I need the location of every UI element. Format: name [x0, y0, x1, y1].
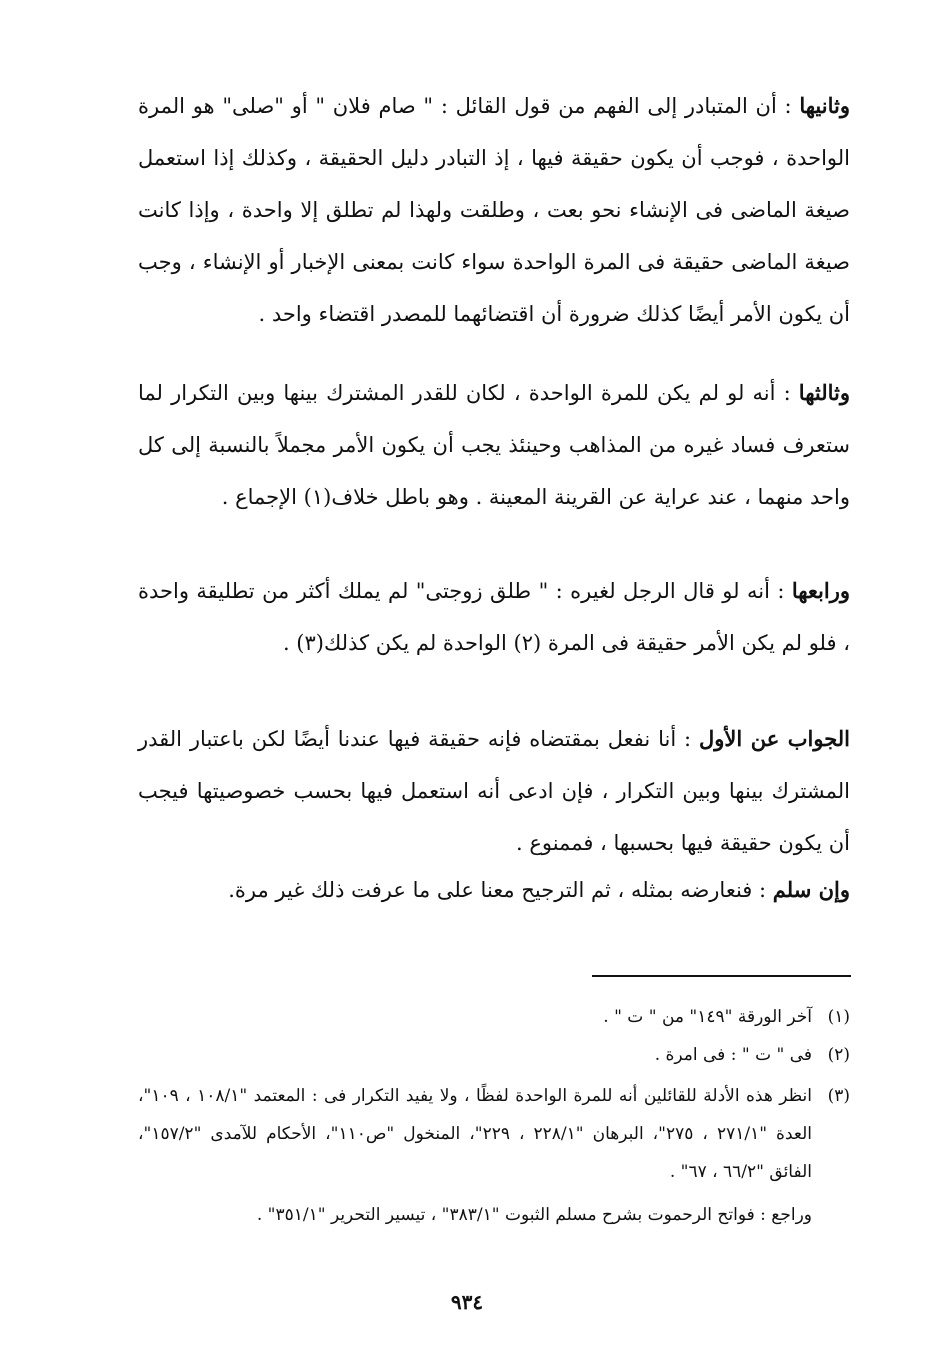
footnote-text: آخر الورقة "١٤٩" من " ت " .: [603, 1007, 812, 1027]
paragraph-lead: الجواب عن الأول: [699, 726, 850, 751]
footnote-text: فى " ت " : فى امرة .: [654, 1045, 812, 1065]
paragraph-lead: وإن سلم: [772, 877, 850, 902]
paragraph-body: : أن المتبادر إلى الفهم من قول القائل : " صام فلان " أو "صلى" هو المرة الواحدة ، فوجب أن يكون حقيقة فيها ، إذ التبادر دليل الحقيقة ، وكذلك إذا استعمل صيغة الماضى فى الإنشاء نحو بعت ، وطلقت ولهذا لم تطلق إلا واحدة ، وإذا كانت صيغة الماضى حقيقة فى المرة الواحدة سواء كانت بمعنى الإخبار أو الإنشاء ، وجب أن يكون الأمر أيضًا كذلك ضرورة أن اقتضائهما للمصدر اقتضاء واحد .: [138, 94, 850, 326]
paragraph-body: : أنه لو قال الرجل لغيره : " طلق زوجتى" لم يملك أكثر من تطليقة واحدة ، فلو لم يكن الأمر حقيقة فى المرة (٢) الواحدة لم يكن كذلك(٣) .: [138, 579, 850, 655]
paragraph-body: : أنه لو لم يكن للمرة الواحدة ، لكان للقدر المشترك بينها وبين التكرار لما ستعرف فساد غيره من المذاهب وحينئذ يجب أن يكون الأمر مجملاً بالنسبة إلى كل واحد منهما ، عند عراية عن القرينة المعينة . وهو باطل خلاف(١) الإجماع .: [138, 381, 850, 509]
footnote-number: (٢): [827, 1045, 850, 1065]
paragraph-third-argument: [138, 367, 850, 523]
paragraph-second-argument: [138, 80, 850, 340]
paragraph-body: : فنعارضه بمثله ، ثم الترجيح معنا على ما عرفت ذلك غير مرة.: [228, 878, 773, 902]
paragraph-lead: ورابعها: [791, 578, 850, 603]
paragraph-if-conceded: [138, 864, 850, 916]
footnote-text: وراجع : فواتح الرحموت بشرح مسلم الثبوت "٣٨٣/١" ، تيسير التحرير "٣٥١/١" .: [256, 1205, 812, 1225]
footnote-3-continuation: [138, 1196, 850, 1234]
page-number: ٩٣٤: [450, 1290, 484, 1314]
paragraph-lead: وثانيها: [799, 93, 850, 118]
paragraph-lead: وثالثها: [798, 380, 850, 405]
footnote-3: [138, 1077, 850, 1191]
paragraph-body: : أنا نفعل بمقتضاه فإنه حقيقة فيها عندنا أيضًا لكن باعتبار القدر المشترك بينها وبين التكرار ، فإن ادعى أنه استعمل فيها بحسب خصوصيتها فيجب أن يكون حقيقة فيها بحسبها ، فممنوع .: [138, 727, 850, 855]
footnote-number: (٣): [827, 1086, 850, 1106]
footnote-text: انظر هذه الأدلة للقائلين أنه للمرة الواحدة لفظًا ، ولا يفيد التكرار فى : المعتمد "١٠٨/١ ، ١٠٩"، العدة "٢٧١/١ ، ٢٧٥"، البرهان "٢٢٨/١ ، ٢٢٩"، المنخول "ص١١٠"، الأحكام للآمدى "١٥٧/٢"، الفائق "٦٦/٢ ، ٦٧" .: [138, 1086, 812, 1182]
footnote-number: (١): [827, 1007, 850, 1027]
paragraph-fourth-argument: [138, 565, 850, 669]
footnote-2: [138, 1036, 850, 1074]
footnote-1: [138, 998, 850, 1036]
footnote-divider: [592, 975, 851, 977]
paragraph-answer-first: [138, 713, 850, 869]
